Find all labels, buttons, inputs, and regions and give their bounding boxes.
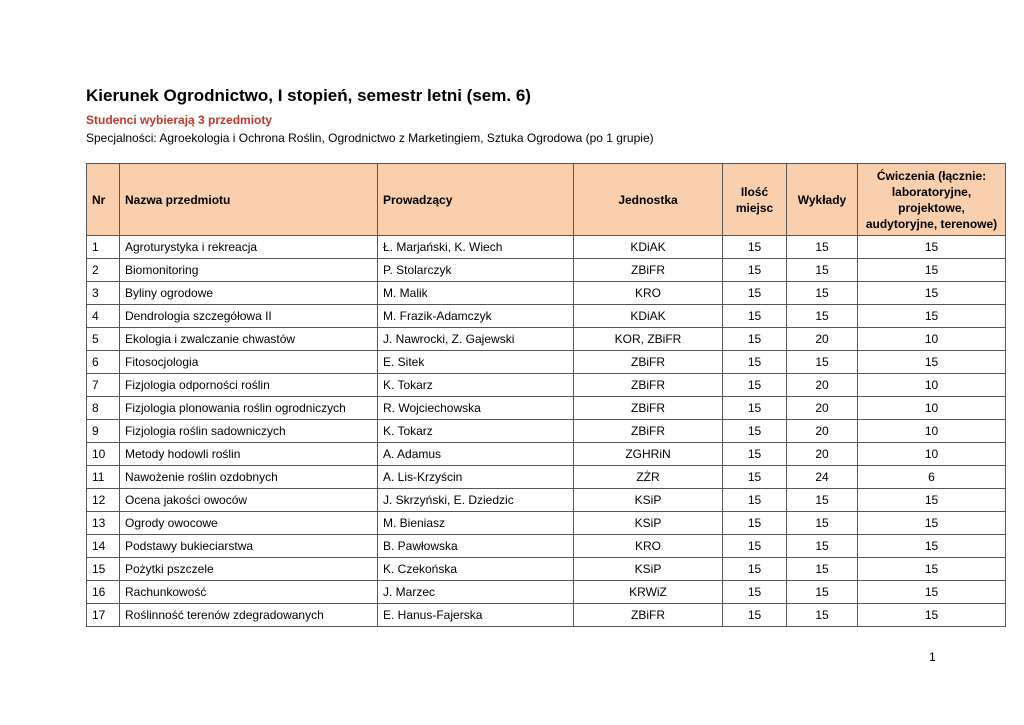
cell-exercises: 15	[858, 489, 1006, 512]
column-header-name: Nazwa przedmiotu	[120, 164, 378, 236]
table-row	[87, 397, 1006, 420]
cell-exercises: 15	[858, 512, 1006, 535]
cell-exercises: 15	[858, 259, 1006, 282]
cell-lecturer: E. Sitek	[378, 351, 574, 374]
cell-lecturer: B. Pawłowska	[378, 535, 574, 558]
cell-lectures: 24	[787, 466, 858, 489]
cell-lectures: 15	[787, 236, 858, 259]
table-row	[87, 443, 1006, 466]
page-title: Kierunek Ogrodnictwo, I stopień, semestr letni (sem. 6)	[86, 86, 531, 105]
cell-lecturer: K. Tokarz	[378, 374, 574, 397]
cell-places: 15	[723, 535, 787, 558]
cell-unit: ZBiFR	[574, 604, 723, 627]
cell-lectures: 15	[787, 282, 858, 305]
cell-exercises: 10	[858, 443, 1006, 466]
cell-course-name: Dendrologia szczegółowa II	[120, 305, 378, 328]
cell-exercises: 10	[858, 374, 1006, 397]
cell-exercises: 10	[858, 397, 1006, 420]
column-header-lecturer: Prowadzący	[378, 164, 574, 236]
cell-nr: 10	[87, 443, 120, 466]
cell-lecturer: J. Skrzyński, E. Dziedzic	[378, 489, 574, 512]
cell-nr: 16	[87, 581, 120, 604]
cell-exercises: 10	[858, 328, 1006, 351]
cell-exercises: 15	[858, 282, 1006, 305]
cell-places: 15	[723, 466, 787, 489]
cell-lecturer: M. Frazik-Adamczyk	[378, 305, 574, 328]
cell-unit: KRO	[574, 535, 723, 558]
cell-exercises: 15	[858, 558, 1006, 581]
cell-unit: KRO	[574, 282, 723, 305]
cell-exercises: 15	[858, 604, 1006, 627]
cell-unit: KDiAK	[574, 236, 723, 259]
cell-unit: KSiP	[574, 489, 723, 512]
cell-unit: ZBiFR	[574, 397, 723, 420]
cell-lecturer: E. Hanus-Fajerska	[378, 604, 574, 627]
cell-lectures: 15	[787, 581, 858, 604]
cell-places: 15	[723, 420, 787, 443]
cell-exercises: 15	[858, 236, 1006, 259]
cell-lectures: 15	[787, 512, 858, 535]
table-row	[87, 259, 1006, 282]
cell-nr: 15	[87, 558, 120, 581]
cell-unit: ZBiFR	[574, 420, 723, 443]
cell-unit: ZŻR	[574, 466, 723, 489]
cell-lectures: 15	[787, 305, 858, 328]
cell-nr: 11	[87, 466, 120, 489]
cell-lectures: 15	[787, 604, 858, 627]
table-header-row	[87, 164, 1006, 236]
table-row	[87, 374, 1006, 397]
cell-places: 15	[723, 581, 787, 604]
cell-nr: 1	[87, 236, 120, 259]
cell-places: 15	[723, 236, 787, 259]
cell-course-name: Byliny ogrodowe	[120, 282, 378, 305]
cell-lectures: 15	[787, 558, 858, 581]
cell-unit: ZGHRiN	[574, 443, 723, 466]
table-row	[87, 512, 1006, 535]
cell-nr: 17	[87, 604, 120, 627]
cell-places: 15	[723, 604, 787, 627]
cell-lectures: 15	[787, 351, 858, 374]
cell-places: 15	[723, 489, 787, 512]
cell-course-name: Rachunkowość	[120, 581, 378, 604]
column-header-lectures: Wykłady	[787, 164, 858, 236]
table-row	[87, 604, 1006, 627]
cell-course-name: Podstawy bukieciarstwa	[120, 535, 378, 558]
cell-places: 15	[723, 282, 787, 305]
cell-exercises: 15	[858, 305, 1006, 328]
cell-lectures: 15	[787, 259, 858, 282]
cell-lectures: 15	[787, 535, 858, 558]
cell-nr: 6	[87, 351, 120, 374]
subtitle: Studenci wybierają 3 przedmioty	[86, 113, 273, 127]
cell-course-name: Ekologia i zwalczanie chwastów	[120, 328, 378, 351]
cell-nr: 7	[87, 374, 120, 397]
column-header-places: Ilość miejsc	[723, 164, 787, 236]
cell-places: 15	[723, 397, 787, 420]
page-number: 1	[929, 650, 936, 664]
cell-lecturer: M. Malik	[378, 282, 574, 305]
cell-nr: 8	[87, 397, 120, 420]
table-row	[87, 581, 1006, 604]
cell-lecturer: R. Wojciechowska	[378, 397, 574, 420]
cell-nr: 13	[87, 512, 120, 535]
cell-course-name: Fizjologia plonowania roślin ogrodniczych	[120, 397, 378, 420]
cell-course-name: Fitosocjologia	[120, 351, 378, 374]
table-row	[87, 466, 1006, 489]
cell-course-name: Roślinność terenów zdegradowanych	[120, 604, 378, 627]
cell-lectures: 20	[787, 443, 858, 466]
cell-nr: 12	[87, 489, 120, 512]
cell-unit: ZBiFR	[574, 374, 723, 397]
cell-unit: KOR, ZBiFR	[574, 328, 723, 351]
cell-exercises: 15	[858, 581, 1006, 604]
cell-course-name: Ogrody owocowe	[120, 512, 378, 535]
cell-course-name: Ocena jakości owoców	[120, 489, 378, 512]
column-header-unit: Jednostka	[574, 164, 723, 236]
cell-lecturer: J. Nawrocki, Z. Gajewski	[378, 328, 574, 351]
cell-nr: 4	[87, 305, 120, 328]
cell-lecturer: P. Stolarczyk	[378, 259, 574, 282]
table-row	[87, 328, 1006, 351]
cell-course-name: Fizjologia roślin sadowniczych	[120, 420, 378, 443]
cell-unit: KSiP	[574, 558, 723, 581]
cell-lectures: 20	[787, 328, 858, 351]
table-row	[87, 305, 1006, 328]
cell-places: 15	[723, 305, 787, 328]
cell-unit: KRWiZ	[574, 581, 723, 604]
cell-lecturer: Ł. Marjański, K. Wiech	[378, 236, 574, 259]
column-header-exercises: Ćwiczenia (łącznie: laboratoryjne, projektowe, audytoryjne, terenowe)	[858, 164, 1006, 236]
cell-places: 15	[723, 328, 787, 351]
table-row	[87, 236, 1006, 259]
column-header-nr: Nr	[87, 164, 120, 236]
table-row	[87, 535, 1006, 558]
cell-exercises: 6	[858, 466, 1006, 489]
cell-lectures: 20	[787, 420, 858, 443]
cell-nr: 9	[87, 420, 120, 443]
courses-table	[86, 163, 1006, 627]
cell-exercises: 10	[858, 420, 1006, 443]
table-row	[87, 489, 1006, 512]
cell-nr: 2	[87, 259, 120, 282]
cell-lectures: 15	[787, 489, 858, 512]
table-row	[87, 282, 1006, 305]
cell-lecturer: A. Adamus	[378, 443, 574, 466]
cell-course-name: Agroturystyka i rekreacja	[120, 236, 378, 259]
cell-lecturer: J. Marzec	[378, 581, 574, 604]
cell-places: 15	[723, 351, 787, 374]
cell-nr: 14	[87, 535, 120, 558]
specializations-line: Specjalności: Agroekologia i Ochrona Roślin, Ogrodnictwo z Marketingiem, Sztuka Ogrodowa (po 1 grupie)	[86, 131, 654, 145]
cell-course-name: Pożytki pszczele	[120, 558, 378, 581]
cell-places: 15	[723, 443, 787, 466]
cell-lecturer: A. Lis-Krzyścin	[378, 466, 574, 489]
table-row	[87, 351, 1006, 374]
cell-exercises: 15	[858, 351, 1006, 374]
cell-unit: ZBiFR	[574, 259, 723, 282]
cell-course-name: Fizjologia odporności roślin	[120, 374, 378, 397]
cell-places: 15	[723, 558, 787, 581]
cell-course-name: Nawożenie roślin ozdobnych	[120, 466, 378, 489]
table-row	[87, 558, 1006, 581]
cell-unit: ZBiFR	[574, 351, 723, 374]
cell-lecturer: K. Czekońska	[378, 558, 574, 581]
cell-unit: KDiAK	[574, 305, 723, 328]
cell-unit: KSiP	[574, 512, 723, 535]
cell-lectures: 20	[787, 397, 858, 420]
cell-course-name: Biomonitoring	[120, 259, 378, 282]
cell-nr: 5	[87, 328, 120, 351]
table-row	[87, 420, 1006, 443]
cell-places: 15	[723, 374, 787, 397]
cell-lecturer: M. Bieniasz	[378, 512, 574, 535]
cell-places: 15	[723, 259, 787, 282]
cell-course-name: Metody hodowli roślin	[120, 443, 378, 466]
cell-exercises: 15	[858, 535, 1006, 558]
cell-lecturer: K. Tokarz	[378, 420, 574, 443]
cell-places: 15	[723, 512, 787, 535]
cell-lectures: 20	[787, 374, 858, 397]
cell-nr: 3	[87, 282, 120, 305]
